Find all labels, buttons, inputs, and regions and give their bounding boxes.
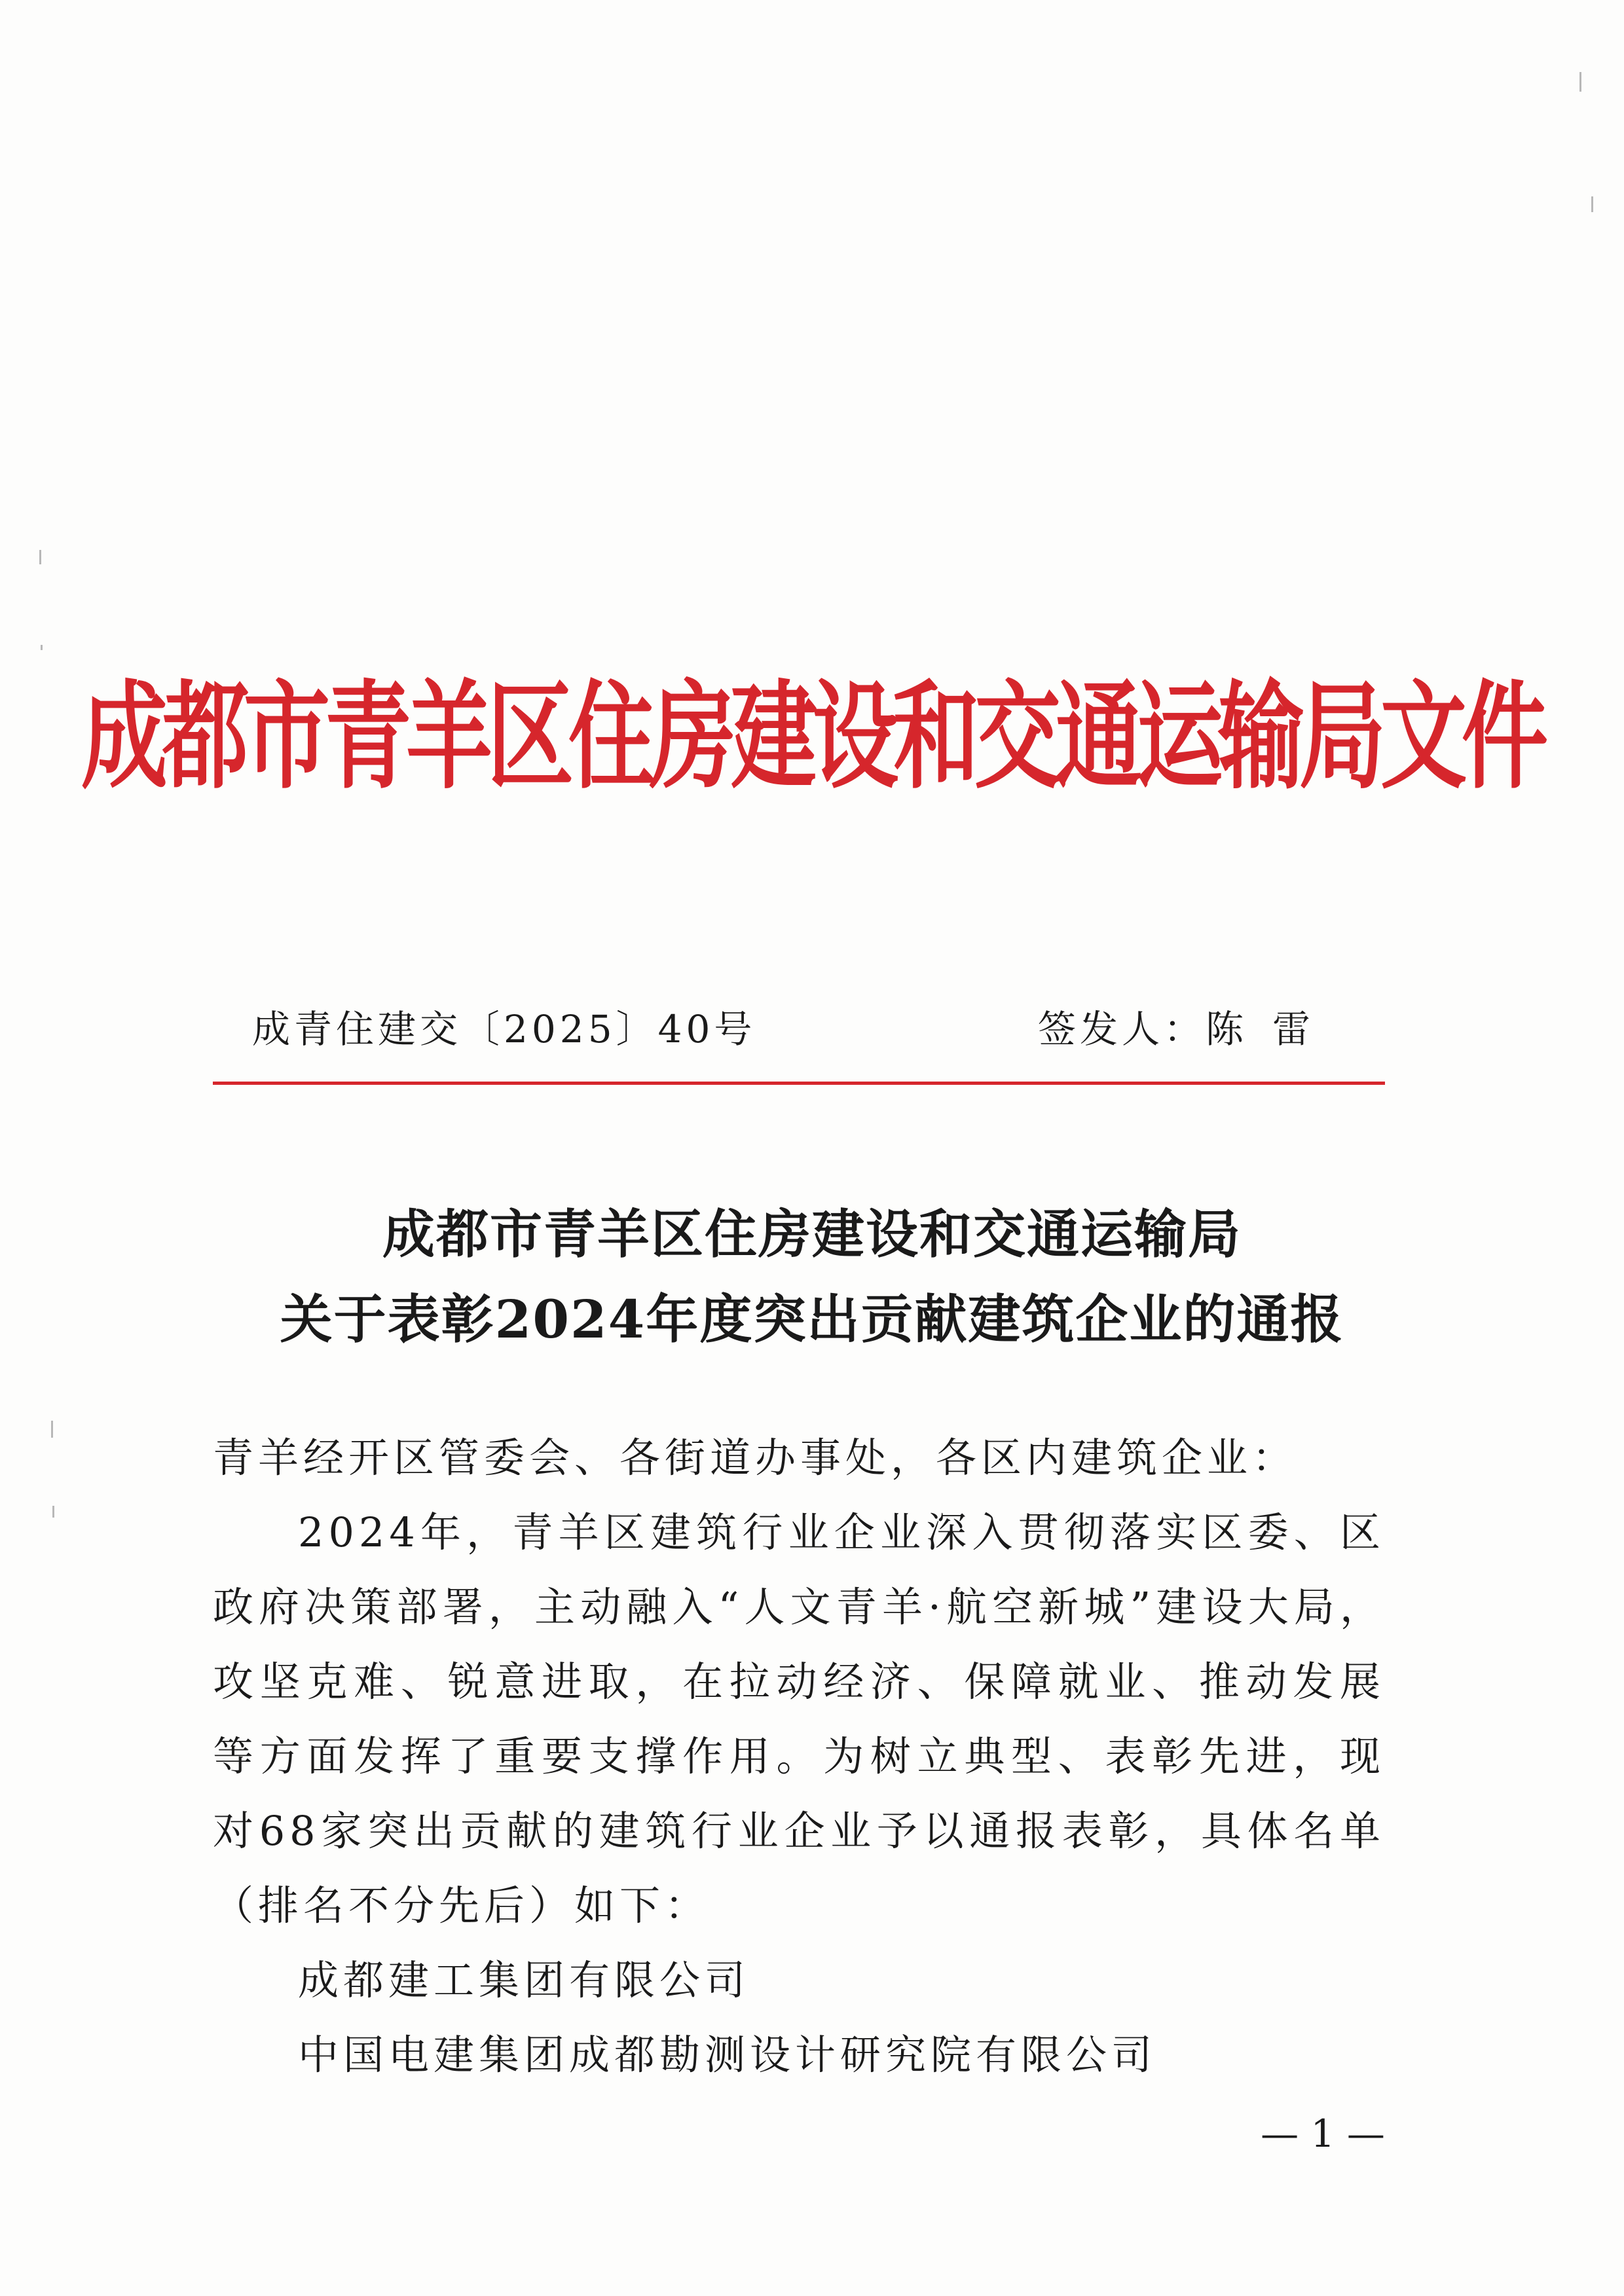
scan-mark (1579, 72, 1581, 92)
masthead-title: 成都市青羊区住房建设和交通运输局文件 (81, 669, 1543, 806)
notice-body (213, 1421, 1385, 2092)
scan-mark (41, 645, 43, 650)
issuer (1038, 998, 1339, 1053)
company-list-item: 成都建工集团有限公司 (298, 1956, 750, 2004)
notice-title (157, 1192, 1467, 1362)
document-number-line (252, 998, 1339, 1057)
notice-title-line-2: 关于表彰2024年度突出贡献建筑企业的通报 (280, 1288, 1344, 1350)
document-number: 成青住建交〔2025〕40号 (252, 1007, 756, 1051)
salutation: 青羊经开区管委会、各街道办事处，各区内建筑企业： (213, 1434, 1298, 1482)
page-number: — 1 — (1261, 2111, 1385, 2156)
scan-mark (1591, 196, 1593, 212)
issuer-name: 陈雷 (1205, 1007, 1339, 1051)
notice-title-line-1: 成都市青羊区住房建设和交通运输局 (382, 1203, 1242, 1265)
issuer-label: 签发人： (1037, 1007, 1206, 1051)
scan-mark (51, 1421, 53, 1438)
red-divider (213, 1082, 1385, 1085)
body-paragraph: 2024年，青羊区建筑行业企业深入贯彻落实区委、区政府决策部署，主动融入“人文青羊·航空新城”建设大局，攻坚克难、锐意进取，在拉动经济、保障就业、推动发展等方面发挥了重要支撑作用。为树立典型、表彰先进，现对68家突出贡献的建筑行业企业予以通报表彰，具体名单（排名不分先后）如下： (213, 1508, 1385, 1929)
scan-mark (52, 1506, 54, 1518)
company-list-item: 中国电建集团成都勘测设计研究院有限公司 (298, 2031, 1157, 2079)
scan-mark (39, 550, 41, 564)
